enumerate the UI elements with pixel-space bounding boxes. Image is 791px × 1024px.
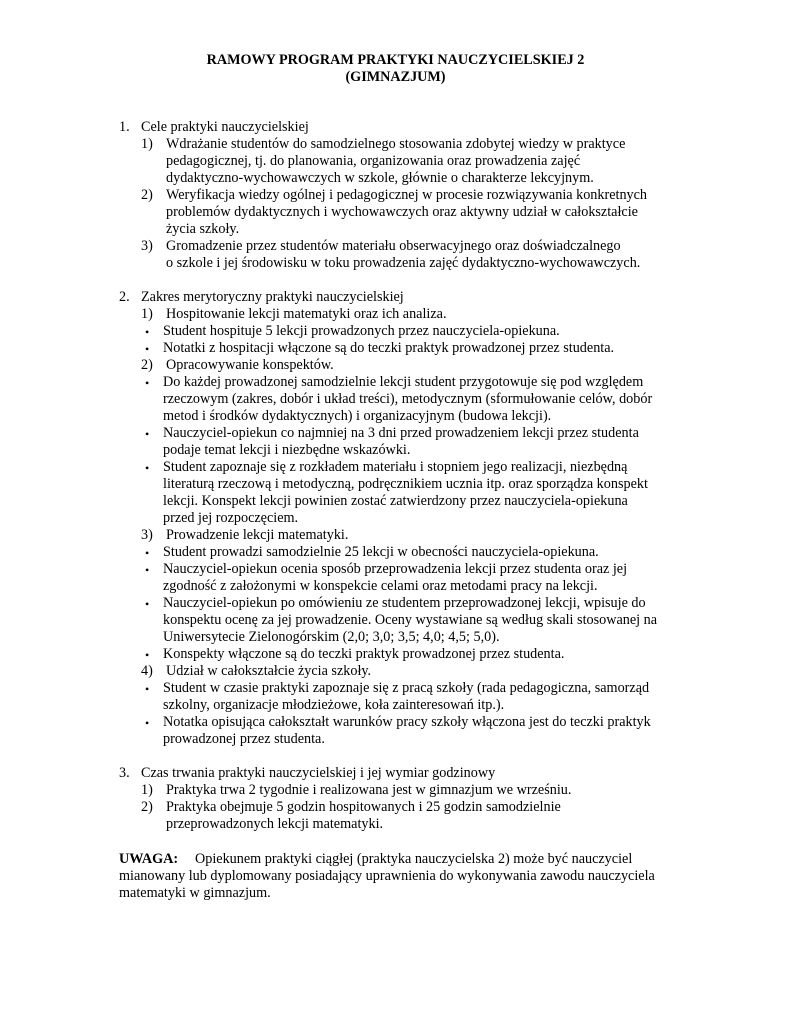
bullet-icon: • [145, 325, 150, 339]
bullet-line: konspektu ocenę za jej prowadzenie. Oceny wystawiane są według skali stosowanej na [163, 612, 658, 628]
bullet-icon: • [145, 716, 150, 730]
bullet-icon: • [145, 342, 150, 356]
sub-heading: Opracowywanie konspektów. [166, 357, 334, 373]
item-line: życia szkoły. [166, 221, 240, 237]
bullet-line: Student prowadzi samodzielnie 25 lekcji w obecności nauczyciela-opiekuna. [163, 544, 599, 560]
note-line-2: mianowany lub dyplomowany posiadający uprawnienia do wykonywania zawodu nauczyciela [119, 868, 655, 884]
item-number: 2) [141, 799, 153, 815]
bullet-line: rzeczowym (zakres, dobór i układ treści), metodycznym (sformułowanie celów, dobór [163, 391, 653, 407]
bullet-line: Notatka opisująca całokształt warunków pracy szkoły włączona jest do teczki praktyk [163, 714, 651, 730]
bullet-icon: • [145, 427, 150, 441]
item-line: pedagogicznej, tj. do planowania, organizowania oraz prowadzenia zajęć [166, 153, 581, 169]
page-title [150, 52, 641, 86]
bullet-icon: • [145, 546, 150, 560]
item-number: 3) [141, 238, 153, 254]
bullet-line: Konspekty włączone są do teczki praktyk prowadzonej przez studenta. [163, 646, 565, 662]
bullet-icon: • [145, 461, 150, 475]
item-line: Praktyka obejmuje 5 godzin hospitowanych i 25 godzin samodzielnie [166, 799, 561, 815]
item-number: 2) [141, 187, 153, 203]
section-heading: Cele praktyki nauczycielskiej [141, 119, 309, 135]
sub-heading: Prowadzenie lekcji matematyki. [166, 527, 349, 543]
bullet-line: literaturą rzeczową i metodyczną, podręcznikiem ucznia itp. oraz sporządza konspekt [163, 476, 648, 492]
item-line: Gromadzenie przez studentów materiału obserwacyjnego oraz doświadczalnego [166, 238, 621, 254]
item-line: dydaktyczno-wychowawczych w szkole, głównie o charakterze lekcyjnym. [166, 170, 594, 186]
bullet-icon: • [145, 597, 150, 611]
title-line-1: RAMOWY PROGRAM PRAKTYKI NAUCZYCIELSKIEJ 2 [206, 52, 585, 68]
item-number: 1) [141, 782, 153, 798]
section-heading: Czas trwania praktyki nauczycielskiej i jej wymiar godzinowy [141, 765, 496, 781]
note-text: Opiekunem praktyki ciągłej (praktyka nauczycielska 2) może być nauczyciel [195, 851, 633, 867]
item-line: problemów dydaktycznych i wychowawczych oraz aktywny udział w całokształcie [166, 204, 638, 220]
sub-number: 1) [141, 306, 153, 322]
bullet-line: Nauczyciel-opiekun po omówieniu ze studentem przeprowadzonej lekcji, wpisuje do [163, 595, 646, 611]
item-number: 1) [141, 136, 153, 152]
section-number: 3. [119, 765, 130, 781]
bullet-icon: • [145, 682, 150, 696]
item-line: Praktyka trwa 2 tygodnie i realizowana jest w gimnazjum we wrześniu. [166, 782, 572, 798]
sub-number: 2) [141, 357, 153, 373]
sub-number: 3) [141, 527, 153, 543]
item-line: o szkole i jej środowisku w toku prowadzenia zajęć dydaktyczno-wychowawczych. [166, 255, 641, 271]
bullet-icon: • [145, 563, 150, 577]
bullet-line: szkolny, organizacje młodzieżowe, koła zainteresowań itp.). [163, 697, 505, 713]
sub-heading: Hospitowanie lekcji matematyki oraz ich analiza. [166, 306, 447, 322]
section-number: 2. [119, 289, 130, 305]
item-line: Weryfikacja wiedzy ogólnej i pedagogicznej w procesie rozwiązywania konkretnych [166, 187, 648, 203]
note-label: UWAGA: [119, 851, 179, 867]
item-line: przeprowadzonych lekcji matematyki. [166, 816, 384, 832]
bullet-line: Notatki z hospitacji włączone są do teczki praktyk prowadzonej przez studenta. [163, 340, 615, 356]
bullet-line: Nauczyciel-opiekun ocenia sposób przeprowadzenia lekcji przez studenta oraz jej [163, 561, 628, 577]
section-heading: Zakres merytoryczny praktyki nauczycielskiej [141, 289, 404, 305]
sub-number: 4) [141, 663, 153, 679]
item-line: Wdrażanie studentów do samodzielnego stosowania zdobytej wiedzy w praktyce [166, 136, 626, 152]
bullet-line: przed jej rozpoczęciem. [163, 510, 299, 526]
bullet-icon: • [145, 648, 150, 662]
bullet-line: Student zapoznaje się z rozkładem materiału i stopniem jego realizacji, niezbędną [163, 459, 628, 475]
bullet-line: lekcji. Konspekt lekcji powinien zostać zatwierdzony przez nauczyciela-opiekuna [163, 493, 628, 509]
bullet-line: podaje temat lekcji i niezbędne wskazówki. [163, 442, 411, 458]
bullet-line: Do każdej prowadzonej samodzielnie lekcji student przygotowuje się pod względem [163, 374, 644, 390]
note-line-1 [119, 851, 672, 868]
title-line-2: (GIMNAZJUM) [345, 69, 446, 85]
bullet-line: zgodność z założonymi w konspekcie celami oraz metodami pracy na lekcji. [163, 578, 598, 594]
bullet-line: Student w czasie praktyki zapoznaje się z pracą szkoły (rada pedagogiczna, samorząd [163, 680, 650, 696]
bullet-line: Student hospituje 5 lekcji prowadzonych przez nauczyciela-opiekuna. [163, 323, 560, 339]
bullet-line: prowadzonej przez studenta. [163, 731, 325, 747]
sub-heading: Udział w całokształcie życia szkoły. [166, 663, 372, 679]
section-number: 1. [119, 119, 130, 135]
bullet-icon: • [145, 376, 150, 390]
bullet-line: Uniwersytecie Zielonogórskim (2,0; 3,0; 3,5; 4,0; 4,5; 5,0). [163, 629, 500, 645]
note-line-3: matematyki w gimnazjum. [119, 885, 271, 901]
bullet-line: Nauczyciel-opiekun co najmniej na 3 dni przed prowadzeniem lekcji przez studenta [163, 425, 639, 441]
bullet-line: metod i środków dydaktycznych) i organizacyjnym (budowa lekcji). [163, 408, 552, 424]
